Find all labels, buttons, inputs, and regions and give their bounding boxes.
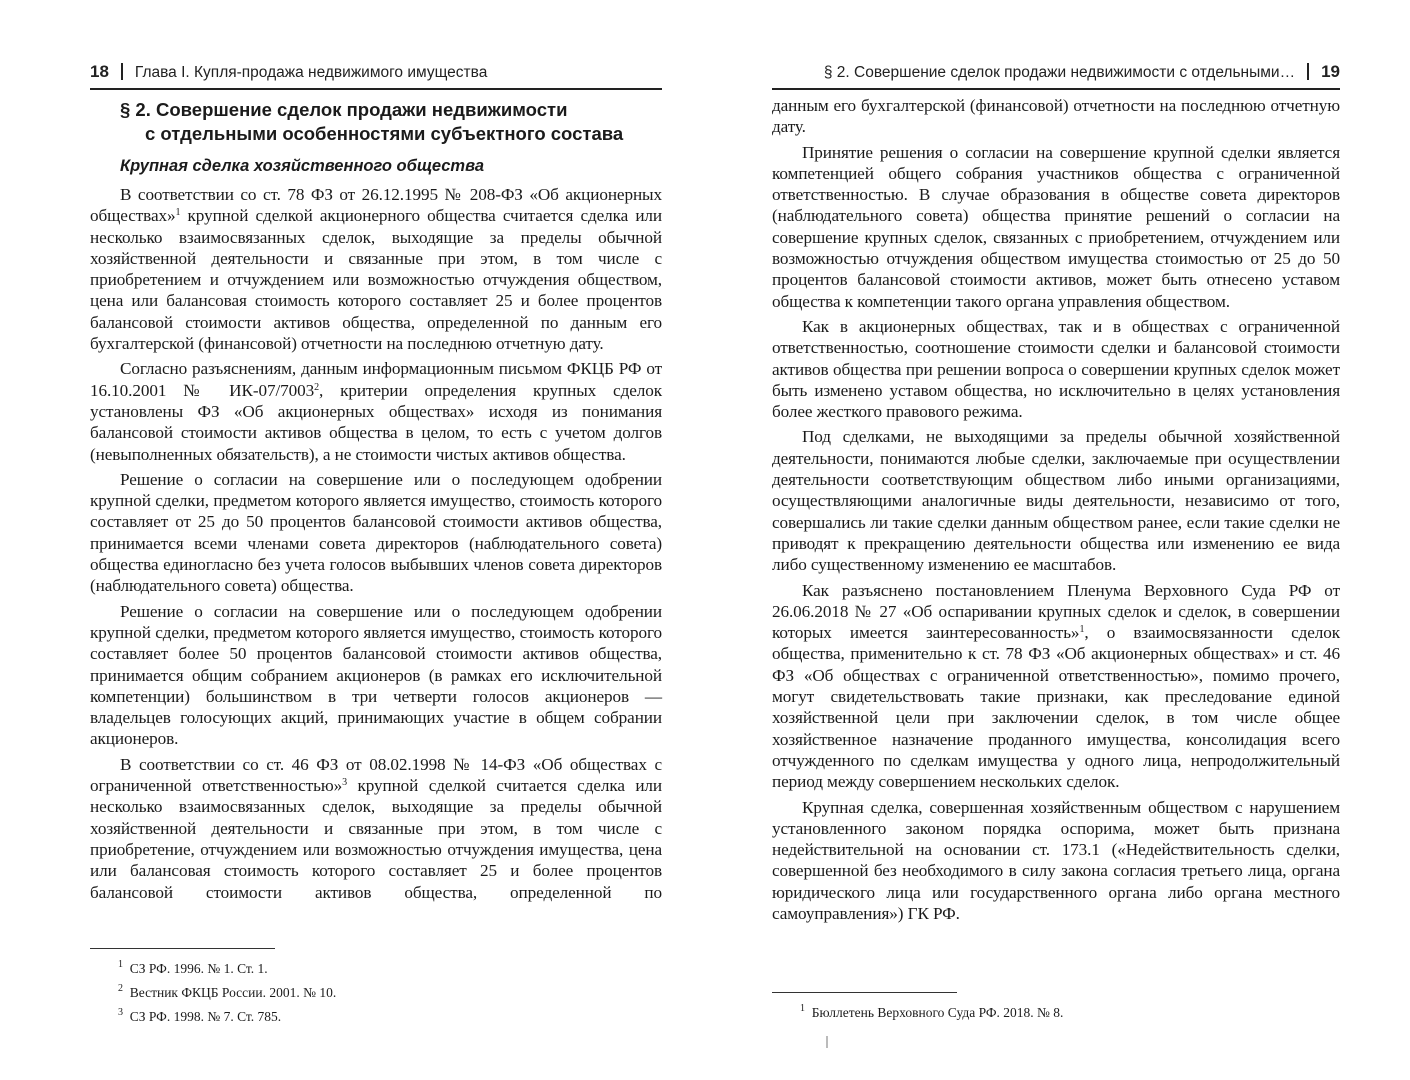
footnote: $^1$ СЗ РФ. 1996. № 1. Ст. 1. — [118, 959, 268, 976]
page-number-left: 18 — [90, 62, 109, 81]
paragraph: Как разъяснено постановлением Пленума Верховного Суда РФ от 26.06.2018 № 27 «Об оспаривании крупных сделок и сделок, в совершении которых имеется заинтересованность»$^1$, о взаимосвязанности сделок общества, применительно к ст. 78 ФЗ «Об акционерных обществах» и ст. 46 ФЗ «Об обществах с ограниченной ответственностью», помимо прочего, могут свидетельствовать такие признаки, как преследование единой хозяйственной цели при заключении сделок, в том числе общее хозяйственное назначение проданного имущества, консолидация всего отчужденного по сделкам имущества у одного лица, непродолжительный период между совершением нескольких сделок. — [772, 580, 1341, 792]
section-running-title: § 2. Совершение сделок продажи недвижимости с отдельными… — [823, 64, 1296, 81]
footnote-ref[interactable]: 2 — [314, 381, 320, 393]
scan-mark — [826, 1036, 828, 1048]
running-header-right — [772, 62, 1340, 90]
footnotes-right — [772, 992, 1340, 1027]
paragraph: Согласно разъяснениям, данным информационным письмом ФКЦБ РФ от 16.10.2001 № ИК-07/7003$^2$, критерии определения крупных сделок установлены ФЗ «Об акционерных обществах» исходя из понимания балансовой стоимости активов общества в целом, то есть с учетом долгов (невыполненных обязательств), а не стоимости чистых активов общества. — [90, 359, 662, 464]
page-number-right: 19 — [1321, 62, 1340, 81]
paragraph: Принятие решения о согласии на совершение крупной сделки является компетенцией общего собрания участников общества с ограниченной ответственностью. В случае образования в обществе совета директоров (наблюдательного совета) общества принятие решений о согласии на совершение крупных сделок, связанных с приобретением, отчуждением или возможностью отчуждения обществом имущества стоимостью от 25 до 50 процентов балансовой стоимости активов, может быть отнесено уставом общества к компетенции такого органа управления обществом. — [772, 142, 1340, 311]
footnotes-left — [90, 948, 662, 1031]
chapter-title: Глава I. Купля-продажа недвижимого имущества — [134, 64, 488, 81]
footnote-rule — [90, 948, 275, 949]
paragraph: Под сделками, не выходящими за пределы обычной хозяйственной деятельности, понимаются любые сделки, заключаемые при осуществлении деятельности соответствующим обществом либо иными организациями, осуществляющими аналогичные виды деятельности, независимо от того, совершались ли такие сделки данным обществом ранее, если такие сделки не приводят к прекращению деятельности общества или изменению ее вида либо существенному изменению ее масштабов. — [772, 427, 1340, 575]
paragraph: Крупная сделка, совершенная хозяйственным обществом с нарушением установленного законом порядка оспорима, может быть признана недействительной на основании ст. 173.1 («Недействительность сделки, совершенной без необходимого в силу закона согласия третьего лица, органа юридического лица или государственного органа либо органа местного самоуправления») ГК РФ. — [772, 797, 1340, 923]
header-separator — [121, 63, 123, 80]
paragraph: Решение о согласии на совершение или о последующем одобрении крупной сделки, предметом которого является имущество, стоимость которого составляет более 50 процентов балансовой стоимости активов общества, принимается общим собранием акционеров (в рамках его исключительной компетенции) большинством в три четверти голосов акционеров — владельцев голосующих акций, принимающих участие в общем собрании акционеров. — [90, 601, 662, 749]
footnote-ref[interactable]: 3 — [342, 777, 348, 789]
footnote: $^1$ Бюллетень Верховного Суда РФ. 2018. № 8. — [800, 1003, 1064, 1020]
right-body — [772, 95, 1340, 928]
subheading: Крупная сделка хозяйственного общества — [120, 157, 485, 175]
footnote-ref[interactable]: 1 — [175, 207, 181, 219]
footnote-rule — [772, 992, 957, 993]
paragraph: данным его бухгалтерской (финансовой) отчетности на последнюю отчетную дату. — [772, 96, 1340, 137]
left-body — [90, 92, 662, 907]
header-separator — [1307, 63, 1309, 80]
paragraph: Как в акционерных обществах, так и в обществах с ограниченной ответственностью, соотношение стоимости сделки и балансовой стоимости активов общества при решении вопроса о совершении крупных сделок может быть изменено уставом общества, но исключительно в целях установления более жесткого правового режима. — [772, 316, 1340, 422]
right-page — [772, 0, 1340, 1080]
footnote: $^3$ СЗ РФ. 1998. № 7. Ст. 785. — [118, 1007, 282, 1024]
paragraph: В соответствии со ст. 78 ФЗ от 26.12.1995 № 208-ФЗ «Об акционерных обществах»$^1$ крупной сделкой акционерного общества считается сделка или несколько взаимосвязанных сделок, выходящие за пределы обычной хозяйственной деятельности и связанные при этом, в том числе с приобретением и отчуждением или возможностью отчуждения обществом, цена или балансовая стоимость которого составляет 25 и более процентов балансовой стоимости активов общества, определенной по данным его бухгалтерской (финансовой) отчетности на последнюю отчетную дату. — [90, 185, 662, 354]
left-page — [90, 0, 662, 1080]
footnote-ref[interactable]: 1 — [1079, 624, 1085, 636]
footnote: $^2$ Вестник ФКЦБ России. 2001. № 10. — [118, 983, 337, 1000]
paragraph: В соответствии со ст. 46 ФЗ от 08.02.1998 № 14-ФЗ «Об обществах с ограниченной ответственностью»$^3$ крупной сделкой считается сделка или несколько взаимосвязанных сделок, выходящие за пределы обычной хозяйственной деятельности и связанные при этом, в том числе с приобретение, отчуждением или возможностью отчуждения имущества, цена или балансовая стоимость которого составляет 25 и более процентов балансовой стоимости активов общества, определенной по — [90, 754, 662, 902]
paragraph: Решение о согласии на совершение или о последующем одобрении крупной сделки, предметом которого является имущество, стоимость которого составляет от 25 до 50 процентов балансовой стоимости активов общества, принимается всеми членами совета директоров (наблюдательного совета) общества единогласно без учета голосов выбывших членов совета директоров (наблюдательного совета) общества. — [90, 469, 662, 596]
running-header-left — [90, 62, 662, 90]
section-title — [120, 98, 662, 146]
section-title-line-1: § 2. Совершение сделок продажи недвижимости — [120, 99, 568, 120]
section-title-line-2: с отдельными особенностями субъектного состава — [145, 123, 624, 144]
